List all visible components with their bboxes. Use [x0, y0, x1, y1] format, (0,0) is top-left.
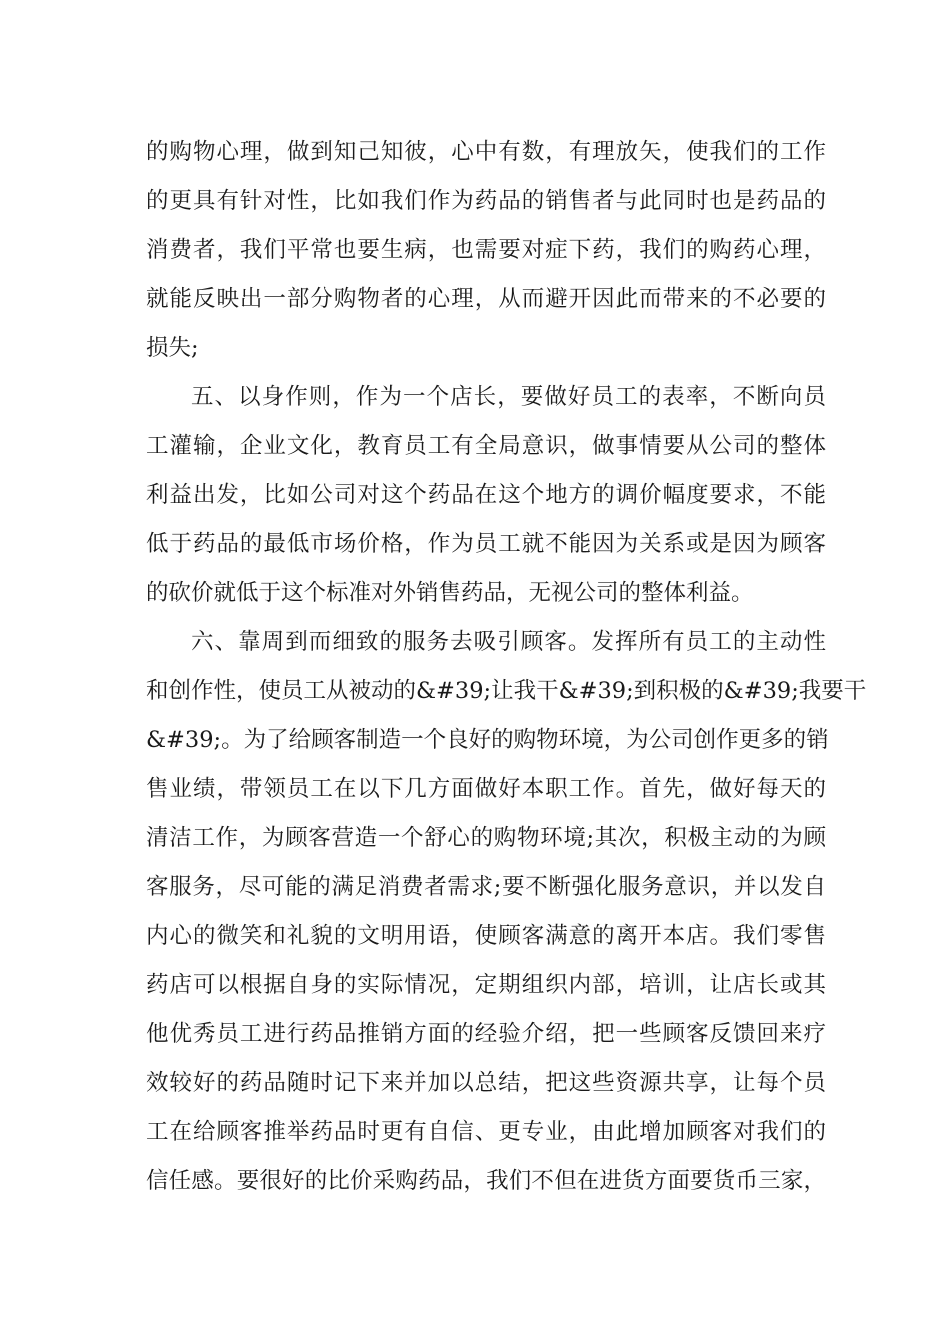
- paragraph-3-line-12: 信任感。要很好的比价采购药品，我们不但在进货方面要货币三家，: [146, 1168, 826, 1194]
- paragraph-2-line-5: 的砍价就低于这个标准对外销售药品，无视公司的整体利益。: [146, 580, 754, 606]
- paragraph-1-line-5: 损失;: [146, 335, 199, 361]
- paragraph-1-line-1: 的购物心理，做到知己知彼，心中有数，有理放矢，使我们的工作: [146, 139, 826, 165]
- paragraph-3-line-7: 内心的微笑和礼貌的文明用语，使顾客满意的离开本店。我们零售: [146, 923, 826, 949]
- paragraph-2-line-3: 利益出发，比如公司对这个药品在这个地方的调价幅度要求，不能: [146, 482, 826, 508]
- paragraph-3-line-8: 药店可以根据自身的实际情况，定期组织内部，培训，让店长或其: [146, 972, 826, 998]
- paragraph-3-line-2: 和创作性，使员工从被动的&#39;让我干&#39;到积极的&#39;我要干: [146, 678, 867, 704]
- paragraph-1-line-3: 消费者，我们平常也要生病，也需要对症下药，我们的购药心理，: [146, 237, 826, 263]
- paragraph-2-line-2: 工灌输，企业文化，教育员工有全局意识，做事情要从公司的整体: [146, 433, 826, 459]
- paragraph-3-line-11: 工在给顾客推举药品时更有自信、更专业，由此增加顾客对我们的: [146, 1119, 826, 1145]
- paragraph-2-line-4: 低于药品的最低市场价格，作为员工就不能因为关系或是因为顾客: [146, 531, 826, 557]
- paragraph-3-line-1: 六、靠周到而细致的服务去吸引顾客。发挥所有员工的主动性: [191, 629, 826, 655]
- paragraph-3-line-4: 售业绩，带领员工在以下几方面做好本职工作。首先，做好每天的: [146, 776, 826, 802]
- document-body: [146, 128, 867, 1206]
- paragraph-2-line-1: 五、以身作则，作为一个店长，要做好员工的表率，不断向员: [191, 384, 826, 410]
- paragraph-1-line-2: 的更具有针对性，比如我们作为药品的销售者与此同时也是药品的: [146, 188, 826, 214]
- paragraph-3-line-3: &#39;。为了给顾客制造一个良好的购物环境，为公司创作更多的销: [146, 727, 829, 753]
- paragraph-3-line-10: 效较好的药品随时记下来并加以总结，把这些资源共享，让每个员: [146, 1070, 826, 1096]
- paragraph-3-line-5: 清洁工作，为顾客营造一个舒心的购物环境;其次，积极主动的为顾: [146, 825, 826, 851]
- paragraph-3-line-9: 他优秀员工进行药品推销方面的经验介绍，把一些顾客反馈回来疗: [146, 1021, 826, 1047]
- paragraph-3-line-6: 客服务，尽可能的满足消费者需求;要不断强化服务意识，并以发自: [146, 874, 826, 900]
- paragraph-1-line-4: 就能反映出一部分购物者的心理，从而避开因此而带来的不必要的: [146, 286, 826, 312]
